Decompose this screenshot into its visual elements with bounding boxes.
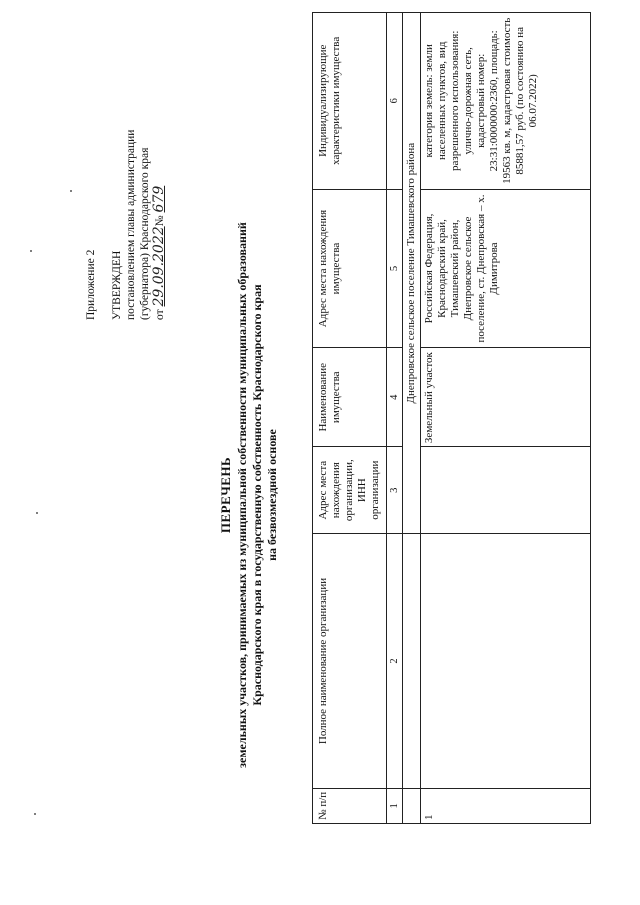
property-table xyxy=(312,12,591,824)
row-characteristics: категория земель: земли населенных пунктов, вид разрешенного использования: улично-дорожная сеть, кадастровый номер: 23:31:0000000:2360, площадь: 19563 кв. м, кадастровая стоимость 85881,57 руб. (по состоянию на 06.07.2022) xyxy=(421,13,591,190)
approval-date-line xyxy=(152,60,167,320)
heading-line-2: Краснодарского края в государственную собственность Краснодарского края xyxy=(250,284,264,706)
row-org-address xyxy=(421,447,591,534)
from-prefix: от xyxy=(154,309,166,320)
approval-stamp xyxy=(84,60,167,320)
annex-label: Приложение 2 xyxy=(85,249,97,320)
table-row xyxy=(421,13,591,824)
section-row xyxy=(403,13,421,824)
approval-line-1: постановлением главы администрации xyxy=(125,129,137,320)
scan-speck xyxy=(36,512,38,514)
col-number: 6 xyxy=(387,13,403,190)
table-header-row xyxy=(313,13,387,824)
col-header-characteristics: Индивидуализирующие характеристики имущества xyxy=(313,13,387,190)
col-header-org-name: Полное наименование организации xyxy=(313,534,387,788)
scan-speck xyxy=(34,813,36,815)
scan-speck xyxy=(70,190,72,192)
col-number: 5 xyxy=(387,189,403,348)
row-org-name xyxy=(421,534,591,788)
col-header-org-address: Адрес места нахождения организации, ИНН организации xyxy=(313,447,387,534)
col-number: 2 xyxy=(387,534,403,788)
col-number: 4 xyxy=(387,348,403,447)
row-number: 1 xyxy=(421,788,591,823)
handwritten-date: 29.09.2022 xyxy=(151,226,167,307)
column-number-row xyxy=(387,13,403,824)
document-title: ПЕРЕЧЕНЬ xyxy=(218,456,233,534)
approval-line-2: (губернатора) Краснодарского края xyxy=(139,147,151,320)
col-number: 3 xyxy=(387,447,403,534)
col-header-property-name: Наименование имущества xyxy=(313,348,387,447)
document-heading xyxy=(218,145,280,845)
heading-line-1: земельных участков, принимаемых из муниципальной собственности муниципальных образований xyxy=(235,222,249,768)
handwritten-number: 679 xyxy=(151,185,167,213)
col-header-number: № п/п xyxy=(313,788,387,823)
scan-speck xyxy=(30,250,32,252)
section-title: Днепровское сельское поселение Тимашевского района xyxy=(403,13,421,534)
row-property-address: Российская Федерация, Краснодарский край, Тимашевский район, Днепровское сельское поселение, ст. Днепровская – х. Димитрова xyxy=(421,189,591,348)
col-number: 1 xyxy=(387,788,403,823)
number-prefix: № xyxy=(154,215,166,227)
col-header-property-address: Адрес места нахождения имущества xyxy=(313,189,387,348)
row-property-name: Земельный участок xyxy=(421,348,591,447)
approved-label: УТВЕРЖДЕН xyxy=(111,250,123,320)
heading-line-3: на безвозмездной основе xyxy=(265,429,279,561)
